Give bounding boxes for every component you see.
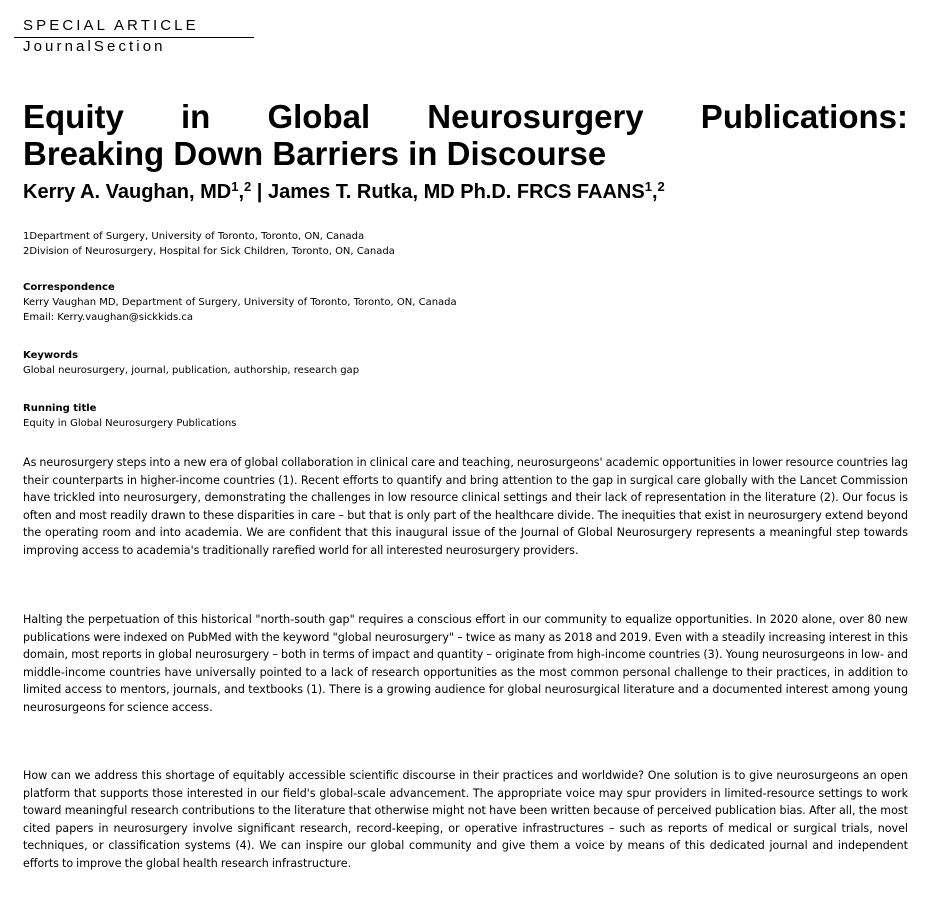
running-title-text: Equity in Global Neurosurgery Publications: [23, 418, 237, 429]
keywords-label: Keywords: [23, 350, 79, 361]
running-title-block: [23, 401, 236, 431]
correspondence-block: [23, 280, 457, 325]
correspondence-label: Correspondence: [23, 282, 115, 293]
section-label: SPECIAL ARTICLE: [14, 17, 254, 38]
article-title-line-2: Breaking Down Barriers in Discourse: [23, 135, 607, 172]
article-title-line-1: Equity in Global Neurosurgery Publications:: [23, 98, 908, 135]
correspondence-email: Email: Kerry.vaughan@sickkids.ca: [23, 312, 193, 323]
author-separator: |: [251, 181, 268, 203]
author-affil-ref: 2: [657, 179, 665, 194]
affiliations: [23, 229, 395, 259]
body-paragraph: Halting the perpetuation of this historical "north-south gap" requires a conscious effort in our community to equalize opportunities. In 2020 alone, over 80 new publications were indexed on PubMed with the keyword "global neurosurgery" – twice as many as 2018 and 2019. Even with a steadily increasing interest in this domain, most reports in global neurosurgery – both in terms of impact and quantity – originate from high-income countries (3). Young neurosurgeons in low- and middle-income countries have universally pointed to a lack of research opportunities as the most common personal challenge to their practices, in addition to limited access to mentors, journals, and textbooks (1). There is a growing audience for global neurosurgical literature and a documented interest among young neurosurgeons for science access.: [23, 613, 908, 714]
correspondence-line: Kerry Vaughan MD, Department of Surgery, University of Toronto, Toronto, ON, Canada: [23, 297, 457, 308]
body-paragraph: How can we address this shortage of equitably accessible scientific discourse in their practices and worldwide? One solution is to give neurosurgeons an open platform that supports those interested in our field's global-scale advancement. The appropriate voice may spur providers in limited-resource settings to work toward meaningful research contributions to the literature that otherwise might not have been written because of perceived publication bias. After all, the most cited papers in neurosurgery involve significant research, record-keeping, or operative infrastructures – such as reports of medical or surgical trials, novel techniques, or classification systems (4). We can inspire our global community and give them a voice by means of this dedicated journal and independent efforts to improve the global health research infrastructure.: [23, 769, 908, 870]
keywords-block: [23, 348, 359, 378]
running-title-label: Running title: [23, 403, 97, 414]
author-affil-ref: 1: [231, 179, 239, 194]
article-title: [23, 98, 908, 172]
author-name: James T. Rutka, MD Ph.D. FRCS FAANS: [267, 181, 645, 203]
author-name: Kerry A. Vaughan, MD: [23, 181, 232, 203]
keywords-text: Global neurosurgery, journal, publication, authorship, research gap: [23, 365, 360, 376]
section-name: JournalSection: [23, 38, 166, 55]
section-header: [14, 17, 254, 56]
author-affil-ref: 2: [244, 179, 252, 194]
author-affil-ref: 1: [644, 179, 652, 194]
author-list: Kerry A. Vaughan, $MD^1,^2$ | James T. Rutka, MD Ph.D. FRCS FAANS$^1$,$^2$: [23, 179, 665, 203]
affiliation-line: 2Division of Neurosurgery, Hospital for Sick Children, Toronto, ON, Canada: [23, 246, 395, 257]
body-paragraph: As neurosurgery steps into a new era of global collaboration in clinical care and teaching, neurosurgeons' academic opportunities in lower resource countries lag their counterparts in higher-income countries (1). Recent efforts to quantify and bring attention to the gap in surgical care globally with the Lancet Commission have trickled into neurosurgery, demonstrating the challenges in low resource clinical settings and their lack of representation in the literature (2). Our focus is often and most readily drawn to these disparities in care – but that is only part of the healthcare divide. The inequities that exist in neurosurgery extend beyond the operating room and into academia. We are confident that this inaugural issue of the Journal of Global Neurosurgery represents a meaningful step towards improving access to academia's traditionally rarefied world for all interested neurosurgery providers.: [23, 456, 908, 557]
affiliation-line: 1Department of Surgery, University of Toronto, Toronto, ON, Canada: [23, 231, 365, 242]
